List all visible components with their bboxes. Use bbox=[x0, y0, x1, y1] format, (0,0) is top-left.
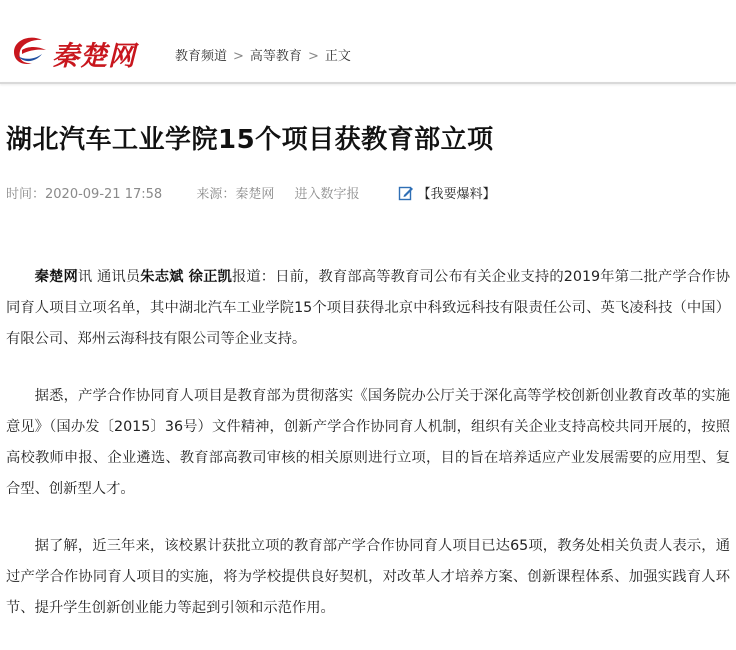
logo-text: 秦楚网 bbox=[52, 41, 136, 72]
breadcrumb-item-main-text: 正文 bbox=[324, 49, 351, 64]
author-names: 朱志斌 徐正凯 bbox=[140, 269, 232, 285]
paragraph-1 bbox=[6, 262, 730, 355]
breadcrumb-item-higher-education[interactable]: 高等教育 bbox=[249, 49, 302, 64]
source-label: 来源： bbox=[196, 187, 236, 202]
publish-time bbox=[6, 183, 162, 202]
source-name: 秦楚网 bbox=[34, 269, 78, 285]
source-value: 秦楚网 bbox=[235, 187, 275, 202]
paragraph-1-text-b: 报道：日前，教育部高等教育司公布有关企业支持的2019年第二批产学合作协同育人项目立项名单，其中湖北汽车工业学院15个项目获得北京中科致远科技有限责任公司、英飞凌科技（中国）有限公司、郑州云海科技有限公司等企业支持。 bbox=[6, 269, 730, 347]
time-label: 时间： bbox=[6, 187, 46, 202]
article-source bbox=[196, 183, 274, 202]
report-news-link[interactable] bbox=[398, 183, 496, 202]
logo-swoosh-icon bbox=[8, 30, 52, 74]
breadcrumb bbox=[175, 45, 351, 64]
article-title: 湖北汽车工业学院15个项目获教育部立项 bbox=[6, 125, 494, 155]
breadcrumb-separator: > bbox=[233, 49, 244, 64]
site-header bbox=[0, 0, 736, 82]
paragraph-1-text-a: 讯 通讯员 bbox=[77, 269, 141, 285]
digital-paper-link[interactable]: 进入数字报 bbox=[294, 187, 360, 202]
paragraph-2: 据悉，产学合作协同育人项目是教育部为贯彻落实《国务院办公厅关于深化高等学校创新创业教育改革的实施意见》（国办发〔2015〕36号）文件精神，创新产学合作协同育人机制，组织有关企业支持高校共同开展的，按照高校教师申报、企业遴选、教育部高教司审核的相关原则进行立项，目的旨在培养适应产业发展需要的应用型、复合型、创新型人才。 bbox=[6, 388, 730, 497]
article-meta bbox=[6, 183, 496, 202]
breadcrumb-separator: > bbox=[307, 49, 319, 64]
report-label: 【我要爆料】 bbox=[417, 187, 496, 202]
time-value: 2020-09-21 17:58 bbox=[45, 187, 163, 202]
paragraph-3: 据了解，近三年来，该校累计获批立项的教育部产学合作协同育人项目已达65项，教务处相关负责人表示，通过产学合作协同育人项目的实施，将为学校提供良好契机，对改革人才培养方案、创新课程体系、加强实践育人环节、提升学生创新创业能力等起到引领和示范作用。 bbox=[6, 538, 730, 616]
article-body bbox=[6, 262, 730, 650]
header-divider bbox=[0, 82, 736, 84]
site-logo[interactable] bbox=[8, 30, 158, 74]
breadcrumb-item-education-channel[interactable]: 教育频道 bbox=[175, 49, 228, 64]
edit-icon bbox=[398, 185, 414, 201]
